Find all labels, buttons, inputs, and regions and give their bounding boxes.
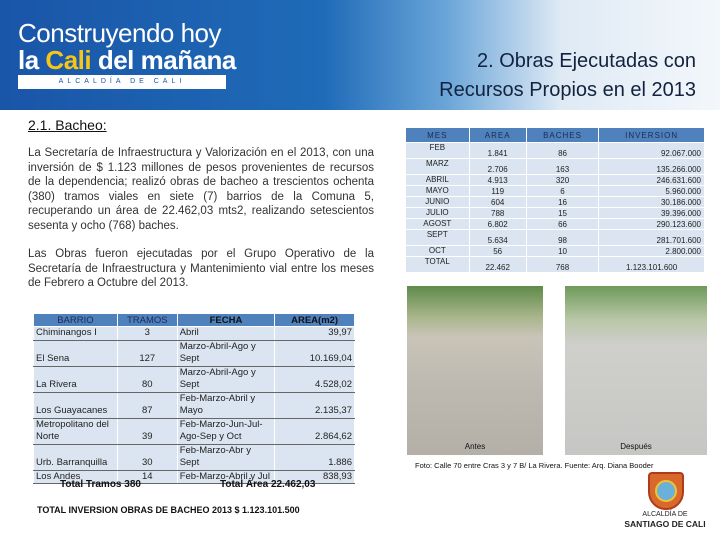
table-cell: 2.800.000 xyxy=(599,246,705,257)
table-cell: El Sena xyxy=(34,340,118,366)
table-cell: 16 xyxy=(526,197,599,208)
logo xyxy=(18,20,236,74)
table-cell: Feb-Marzo-Abril y Mayo xyxy=(177,392,275,418)
table-cell: 10 xyxy=(526,246,599,257)
table-cell: 39.396.000 xyxy=(599,208,705,219)
table-cell: Marzo-Abril-Ago y Sept xyxy=(177,340,275,366)
table-cell: 15 xyxy=(526,208,599,219)
table-cell: 320 xyxy=(526,175,599,186)
page-title xyxy=(336,47,696,105)
column-header: AREA(m2) xyxy=(275,314,355,327)
table-row xyxy=(406,175,705,186)
table-cell: FEB xyxy=(406,143,470,159)
footer-logo-line2: SANTIAGO DE CALI xyxy=(624,519,706,529)
column-header: INVERSION xyxy=(599,128,705,143)
table-cell: 290.123.600 xyxy=(599,219,705,230)
column-header: MES xyxy=(406,128,470,143)
photo-caption: Foto: Calle 70 entre Cras 3 y 7 B/ La Rivera. Fuente: Arq. Diana Booder xyxy=(415,461,654,470)
table-cell: 80 xyxy=(117,366,177,392)
table-cell: JUNIO xyxy=(406,197,470,208)
table-cell: 119 xyxy=(469,186,526,197)
table-cell: 6 xyxy=(526,186,599,197)
logo-bar: ALCALDÍA DE CALI xyxy=(18,75,226,89)
table-cell: ABRIL xyxy=(406,175,470,186)
monthly-table xyxy=(405,127,705,273)
table-row xyxy=(406,230,705,246)
table-cell: 39,97 xyxy=(275,327,355,341)
table-row xyxy=(406,159,705,175)
table-row xyxy=(34,444,355,470)
table-cell: Feb-Marzo-Jun-Jul-Ago-Sep y Oct xyxy=(177,418,275,444)
table-cell: 30.186.000 xyxy=(599,197,705,208)
table-row xyxy=(406,246,705,257)
column-header: FECHA xyxy=(177,314,275,327)
table-cell: 56 xyxy=(469,246,526,257)
column-header: AREA xyxy=(469,128,526,143)
table-cell: MARZ xyxy=(406,159,470,175)
table-cell: 1.841 xyxy=(469,143,526,159)
table-row xyxy=(406,186,705,197)
table-row xyxy=(34,340,355,366)
table-row xyxy=(406,219,705,230)
table-row xyxy=(406,143,705,159)
table-cell: Los Guayacanes xyxy=(34,392,118,418)
logo-cali: Cali xyxy=(45,45,92,75)
paragraph-1: La Secretaría de Infraestructura y Valorización en el 2013, con una inversión de $ 1.123 millones de pesos provenientes de recursos de la dependencia; realizó obras de bacheo a trescientos ochenta (380) tramos viales en siete (7) barrios de la Comuna 5, recuperando un área de 22.462,03 mts2, realizando setescientos sesenta y ocho (768) baches. xyxy=(28,147,374,232)
table-cell: 14 xyxy=(117,470,177,484)
header-banner xyxy=(0,0,720,110)
table-cell: AGOST xyxy=(406,219,470,230)
table-cell: 788 xyxy=(469,208,526,219)
logo-manana: del mañana xyxy=(97,45,236,75)
table-row xyxy=(34,327,355,341)
table-row xyxy=(34,366,355,392)
paragraph-2: Las Obras fueron ejecutadas por el Grupo Operativo de la Secretaría de Infraestructura y Mantenimiento vial entre los meses de Febrero a Octubre del 2013. xyxy=(28,248,374,290)
photo-after xyxy=(565,286,707,455)
title-line1: 2. Obras Ejecutadas con xyxy=(476,50,696,72)
table-cell: 163 xyxy=(526,159,599,175)
table-cell: 1.123.101.600 xyxy=(599,257,705,273)
table-row xyxy=(34,418,355,444)
table-cell: 2.864,62 xyxy=(275,418,355,444)
table-cell: 87 xyxy=(117,392,177,418)
total-tramos: Total Tramos 380 xyxy=(60,479,141,490)
table-cell: 246.631.600 xyxy=(599,175,705,186)
cali-shield-icon xyxy=(648,472,684,510)
table-cell: MAYO xyxy=(406,186,470,197)
column-header: TRAMOS xyxy=(117,314,177,327)
table-cell: Chiminangos I xyxy=(34,327,118,341)
logo-line1: Construyendo hoy xyxy=(18,18,222,48)
footer-logo-line1: ALCALDÍA DE xyxy=(642,511,688,518)
table-cell: 768 xyxy=(526,257,599,273)
table-cell: Los Andes xyxy=(34,470,118,484)
table-cell: 127 xyxy=(117,340,177,366)
table-cell: Metropolitano del Norte xyxy=(34,418,118,444)
table-cell: 98 xyxy=(526,230,599,246)
column-header: BARRIO xyxy=(34,314,118,327)
table-row xyxy=(406,197,705,208)
table-cell: Feb-Marzo-Abril y Jul xyxy=(177,470,275,484)
table-cell: 604 xyxy=(469,197,526,208)
section-subtitle: 2.1. Bacheo: xyxy=(28,117,107,133)
table-cell: SEPT xyxy=(406,230,470,246)
table-cell: 4.528,02 xyxy=(275,366,355,392)
table-cell: 39 xyxy=(117,418,177,444)
table-cell: 2.706 xyxy=(469,159,526,175)
table-cell: 86 xyxy=(526,143,599,159)
table-cell: 22.462 xyxy=(469,257,526,273)
table-cell: 92.067.000 xyxy=(599,143,705,159)
table-cell: 5.960.000 xyxy=(599,186,705,197)
table-cell: 5.634 xyxy=(469,230,526,246)
photo-before-label: Antes xyxy=(464,442,486,451)
table-cell: JULIO xyxy=(406,208,470,219)
table-cell: 1.886 xyxy=(275,444,355,470)
title-line2: Recursos Propios en el 2013 xyxy=(439,79,696,101)
photo-before xyxy=(407,286,543,455)
photo-after-label: Después xyxy=(620,442,652,451)
table-cell: 10.169,04 xyxy=(275,340,355,366)
table-row xyxy=(34,392,355,418)
total-inversion: TOTAL INVERSION OBRAS DE BACHEO 2013 $ 1.123.101.500 xyxy=(37,505,300,515)
table-cell: 30 xyxy=(117,444,177,470)
table-cell: 838,93 xyxy=(275,470,355,484)
table-cell: 135.266.000 xyxy=(599,159,705,175)
table-row xyxy=(406,257,705,273)
table-cell: 281.701.600 xyxy=(599,230,705,246)
table-cell: Marzo-Abril-Ago y Sept xyxy=(177,366,275,392)
table-cell: La Rivera xyxy=(34,366,118,392)
footer-logo-text xyxy=(620,511,710,529)
table-cell: 3 xyxy=(117,327,177,341)
table-cell: 4.913 xyxy=(469,175,526,186)
table-row xyxy=(406,208,705,219)
table-cell: 66 xyxy=(526,219,599,230)
table-cell: Urb. Barranquilla xyxy=(34,444,118,470)
logo-la: la xyxy=(18,45,39,75)
total-area: Total Área 22.462,03 xyxy=(220,479,316,490)
table-cell: 2.135,37 xyxy=(275,392,355,418)
column-header: BACHES xyxy=(526,128,599,143)
table-cell: Abril xyxy=(177,327,275,341)
table-cell: OCT xyxy=(406,246,470,257)
barrio-table xyxy=(33,313,355,484)
table-cell: 6.802 xyxy=(469,219,526,230)
table-cell: TOTAL xyxy=(406,257,470,273)
table-cell: Feb-Marzo-Abr y Sept xyxy=(177,444,275,470)
